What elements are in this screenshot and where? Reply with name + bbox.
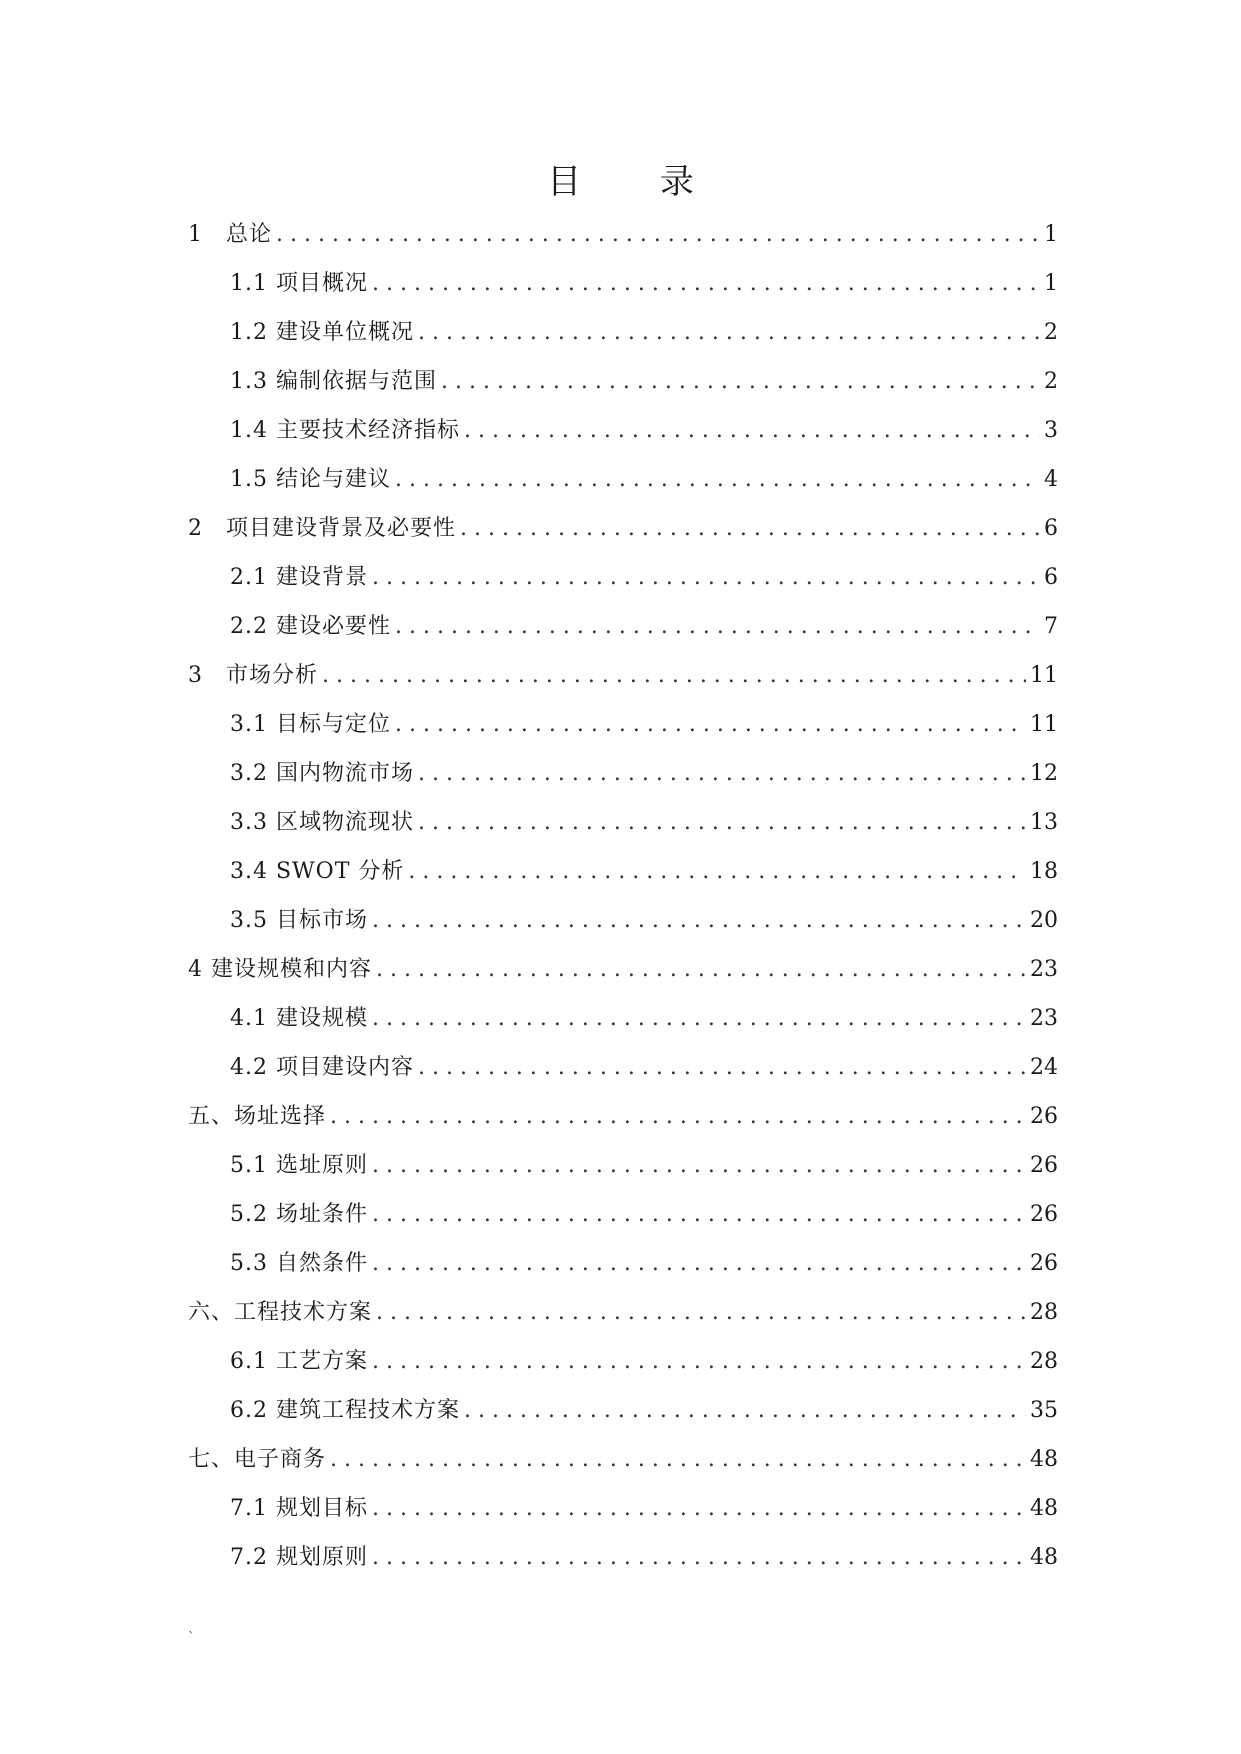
toc-entry-label: 1.4 主要技术经济指标 — [230, 418, 460, 443]
toc-chapter-entry[interactable] — [188, 1298, 1058, 1347]
toc-dot-leader — [418, 1053, 1026, 1083]
toc-section-entry[interactable] — [188, 1053, 1058, 1102]
toc-dot-leader — [372, 1249, 1026, 1279]
toc-entry-label: 5.3 自然条件 — [230, 1251, 368, 1276]
toc-dot-leader — [372, 563, 1040, 593]
toc-entry-label: 3 市场分析 — [188, 663, 318, 688]
toc-dot-leader — [372, 269, 1040, 299]
toc-dot-leader — [372, 906, 1026, 936]
toc-dot-leader — [330, 1102, 1026, 1132]
toc-entry-label: 5.2 场址条件 — [230, 1202, 368, 1227]
toc-dot-leader — [418, 759, 1026, 789]
toc-page-number: 6 — [1044, 516, 1058, 541]
toc-section-entry[interactable] — [188, 269, 1058, 318]
toc-section-entry[interactable] — [188, 612, 1058, 661]
toc-page-number: 12 — [1030, 761, 1058, 786]
toc-dot-leader — [376, 1298, 1026, 1328]
toc-entry-label: 1.1 项目概况 — [230, 271, 368, 296]
toc-page-number: 24 — [1030, 1055, 1058, 1080]
toc-dot-leader — [464, 1396, 1026, 1426]
toc-page-number: 26 — [1030, 1153, 1058, 1178]
toc-entry-label: 1.5 结论与建议 — [230, 467, 391, 492]
toc-chapter-entry[interactable] — [188, 955, 1058, 1004]
toc-section-entry[interactable] — [188, 1347, 1058, 1396]
toc-dot-leader — [372, 1494, 1026, 1524]
toc-entry-label: 3.2 国内物流市场 — [230, 761, 414, 786]
toc-page-number: 48 — [1030, 1447, 1058, 1472]
toc-chapter-entry[interactable] — [188, 1445, 1058, 1494]
toc-page-number: 7 — [1044, 614, 1058, 639]
toc-dot-leader — [464, 416, 1040, 446]
toc-section-entry[interactable] — [188, 416, 1058, 465]
toc-section-entry[interactable] — [188, 563, 1058, 612]
toc-page-number: 2 — [1044, 320, 1058, 345]
toc-section-entry[interactable] — [188, 465, 1058, 514]
toc-entry-label: 1.2 建设单位概况 — [230, 320, 414, 345]
toc-section-entry[interactable] — [188, 1151, 1058, 1200]
toc-entry-label: 五、场址选择 — [188, 1104, 327, 1129]
toc-page-number: 18 — [1030, 859, 1058, 884]
toc-entry-label: 7.2 规划原则 — [230, 1545, 368, 1570]
toc-page-number: 26 — [1030, 1202, 1058, 1227]
toc-section-entry[interactable] — [188, 1004, 1058, 1053]
toc-page-number: 23 — [1030, 957, 1058, 982]
toc-page-number: 28 — [1030, 1300, 1058, 1325]
toc-page-number: 20 — [1030, 908, 1058, 933]
toc-section-entry[interactable] — [188, 1543, 1058, 1592]
footer-mark: ` — [188, 1630, 195, 1646]
toc-entry-label: 3.4 SWOT 分析 — [230, 859, 405, 884]
toc-entry-label: 六、工程技术方案 — [188, 1300, 373, 1325]
toc-section-entry[interactable] — [188, 1249, 1058, 1298]
toc-entry-label: 1.3 编制依据与范围 — [230, 369, 437, 394]
toc-dot-leader — [276, 220, 1040, 250]
toc-dot-leader — [395, 465, 1040, 495]
toc-page-number: 13 — [1030, 810, 1058, 835]
toc-page-number: 35 — [1030, 1398, 1058, 1423]
toc-page-number: 28 — [1030, 1349, 1058, 1374]
toc-page-number: 11 — [1030, 712, 1058, 737]
toc-entry-label: 6.2 建筑工程技术方案 — [230, 1398, 460, 1423]
toc-dot-leader — [372, 1200, 1026, 1230]
toc-section-entry[interactable] — [188, 710, 1058, 759]
toc-chapter-entry[interactable] — [188, 661, 1058, 710]
toc-dot-leader — [395, 710, 1026, 740]
toc-page-number: 26 — [1030, 1104, 1058, 1129]
toc-chapter-entry[interactable] — [188, 514, 1058, 563]
toc-dot-leader — [376, 955, 1026, 985]
toc-section-entry[interactable] — [188, 367, 1058, 416]
toc-entry-label: 2.2 建设必要性 — [230, 614, 391, 639]
toc-dot-leader — [372, 1347, 1026, 1377]
toc-dot-leader — [460, 514, 1040, 544]
toc-page-number: 6 — [1044, 565, 1058, 590]
toc-section-entry[interactable] — [188, 1200, 1058, 1249]
toc-entry-label: 2 项目建设背景及必要性 — [188, 516, 456, 541]
toc-page-number: 48 — [1030, 1545, 1058, 1570]
toc-section-entry[interactable] — [188, 1494, 1058, 1543]
toc-section-entry[interactable] — [188, 906, 1058, 955]
toc-page-number: 11 — [1030, 663, 1058, 688]
toc-page-number: 4 — [1044, 467, 1058, 492]
page-title: 目 录 — [547, 162, 728, 202]
toc-entry-label: 七、电子商务 — [188, 1447, 327, 1472]
toc-page-number: 3 — [1044, 418, 1058, 443]
toc-page-number: 26 — [1030, 1251, 1058, 1276]
toc-entry-label: 3.3 区域物流现状 — [230, 810, 414, 835]
toc-dot-leader — [330, 1445, 1026, 1475]
toc-entry-label: 1 总论 — [188, 222, 272, 247]
toc-entry-label: 6.1 工艺方案 — [230, 1349, 368, 1374]
toc-page-number: 23 — [1030, 1006, 1058, 1031]
toc-dot-leader — [418, 318, 1040, 348]
toc-page-number: 1 — [1044, 271, 1058, 296]
toc-entry-label: 4.2 项目建设内容 — [230, 1055, 414, 1080]
toc-page-number: 48 — [1030, 1496, 1058, 1521]
toc-entry-label: 7.1 规划目标 — [230, 1496, 368, 1521]
toc-dot-leader — [408, 857, 1026, 887]
toc-dot-leader — [395, 612, 1040, 642]
toc-chapter-entry[interactable] — [188, 1102, 1058, 1151]
toc-chapter-entry[interactable] — [188, 220, 1058, 269]
toc-section-entry[interactable] — [188, 318, 1058, 367]
toc-entry-label: 5.1 选址原则 — [230, 1153, 368, 1178]
toc-entry-label: 4.1 建设规模 — [230, 1006, 368, 1031]
toc-section-entry[interactable] — [188, 808, 1058, 857]
toc-dot-leader — [372, 1004, 1026, 1034]
table-of-contents — [188, 220, 1058, 1592]
toc-dot-leader — [322, 661, 1026, 691]
toc-entry-label: 4 建设规模和内容 — [188, 957, 372, 982]
toc-page-number: 1 — [1044, 222, 1058, 247]
toc-section-entry[interactable] — [188, 1396, 1058, 1445]
toc-dot-leader — [372, 1151, 1026, 1181]
toc-entry-label: 3.1 目标与定位 — [230, 712, 391, 737]
toc-dot-leader — [418, 808, 1026, 838]
toc-section-entry[interactable] — [188, 759, 1058, 808]
toc-page-number: 2 — [1044, 369, 1058, 394]
toc-dot-leader — [441, 367, 1040, 397]
toc-entry-label: 3.5 目标市场 — [230, 908, 368, 933]
toc-entry-label: 2.1 建设背景 — [230, 565, 368, 590]
toc-section-entry[interactable] — [188, 857, 1058, 906]
toc-dot-leader — [372, 1543, 1026, 1573]
